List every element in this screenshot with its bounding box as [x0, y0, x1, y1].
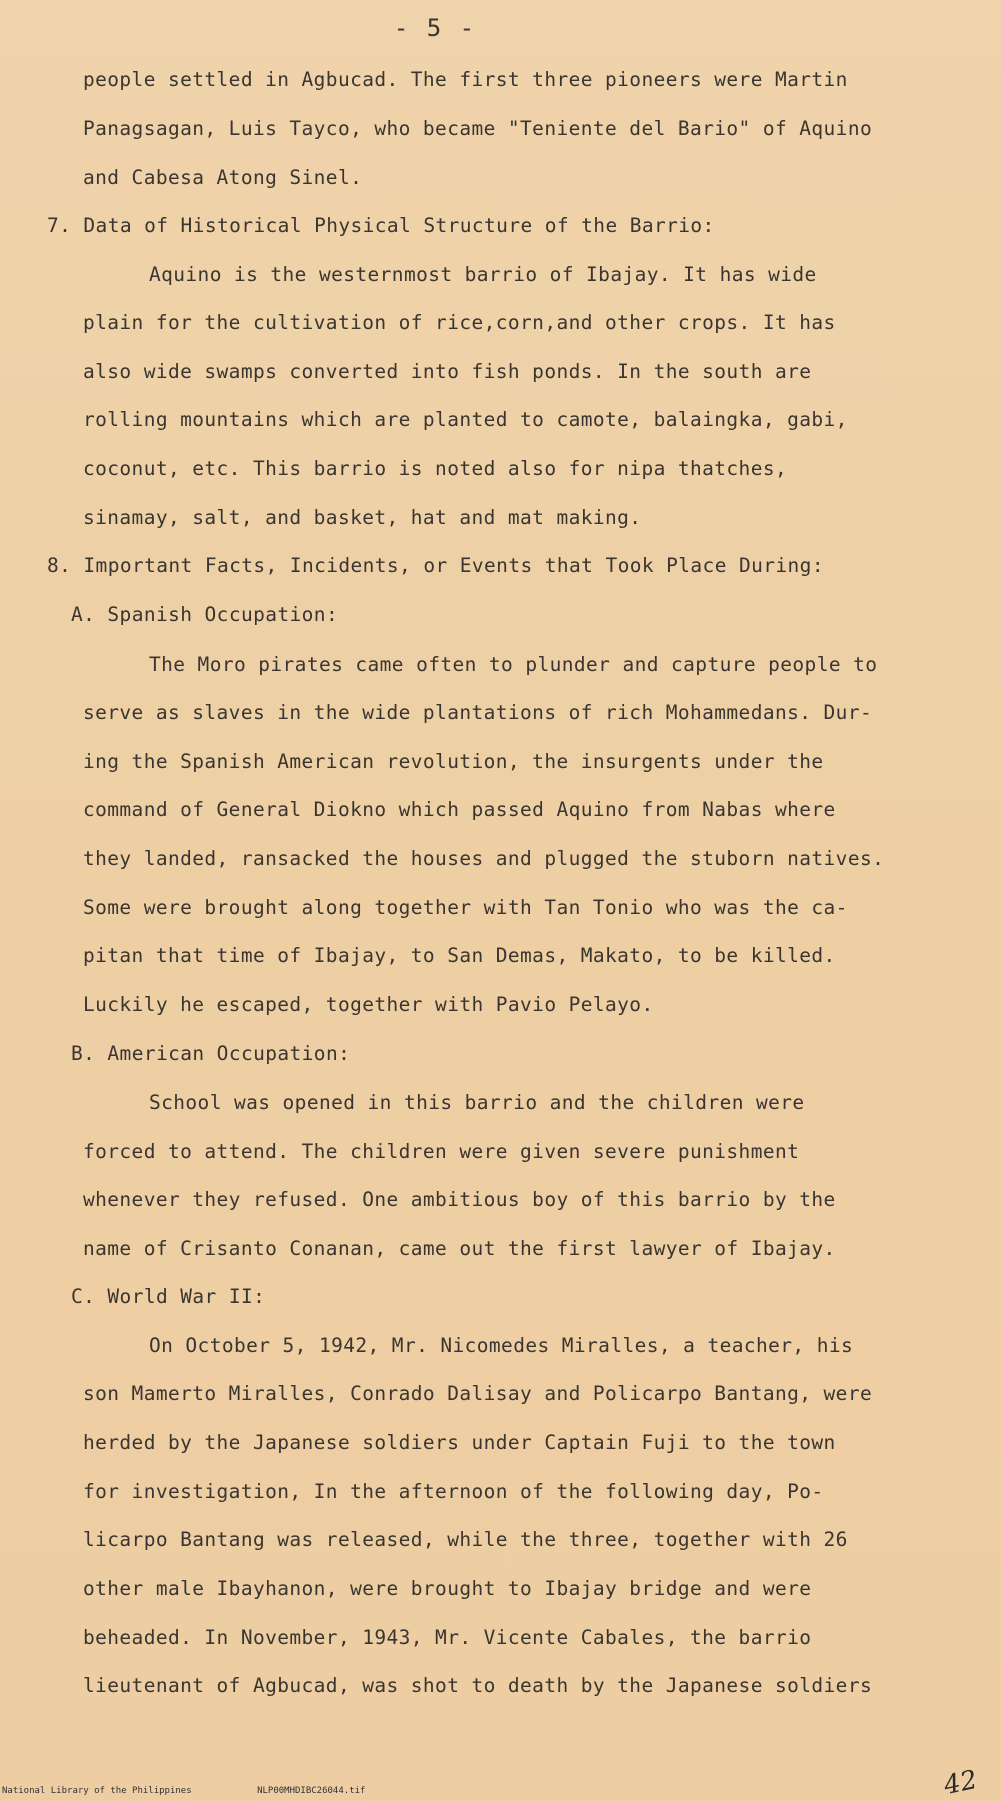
text-line: people settled in Agbucad. The first three pioneers were Martin: [83, 68, 848, 91]
text-line: forced to attend. The children were given severe punishment: [83, 1140, 800, 1163]
text-line: other male Ibayhanon, were brought to Ibajay bridge and were: [83, 1577, 812, 1600]
text-line: Some were brought along together with Tan Tonio who was the ca-: [83, 896, 848, 919]
text-line: The Moro pirates came often to plunder and capture people to: [149, 653, 878, 676]
page-number: - 5 -: [393, 14, 477, 42]
text-line: coconut, etc. This barrio is noted also for nipa thatches,: [83, 457, 788, 480]
text-line: Luckily he escaped, together with Pavio Pelayo.: [83, 993, 654, 1016]
text-line: rolling mountains which are planted to camote, balaingka, gabi,: [83, 408, 848, 431]
text-line: ing the Spanish American revolution, the insurgents under the: [83, 750, 824, 773]
subsection-heading: A. Spanish Occupation:: [71, 603, 339, 626]
text-line: herded by the Japanese soldiers under Captain Fuji to the town: [83, 1431, 836, 1454]
section-heading: 8. Important Facts, Incidents, or Events that Took Place During:: [47, 554, 824, 577]
text-line: they landed, ransacked the houses and plugged the stuborn natives.: [83, 847, 885, 870]
text-line: beheaded. In November, 1943, Mr. Vicente Cabales, the barrio: [83, 1626, 812, 1649]
handwritten-page-mark: 42: [941, 1764, 980, 1801]
text-line: pitan that time of Ibajay, to San Demas, Makato, to be killed.: [83, 944, 836, 967]
text-line: sinamay, salt, and basket, hat and mat making.: [83, 506, 642, 529]
text-line: serve as slaves in the wide plantations of rich Mohammedans. Dur-: [83, 701, 873, 724]
section-heading: 7. Data of Historical Physical Structure of the Barrio:: [47, 214, 715, 237]
text-line: whenever they refused. One ambitious boy of this barrio by the: [83, 1188, 836, 1211]
footer-library: National Library of the Philippines: [2, 1786, 192, 1796]
text-line: and Cabesa Atong Sinel.: [83, 166, 363, 189]
text-line: name of Crisanto Conanan, came out the first lawyer of Ibajay.: [83, 1237, 836, 1260]
scan-footer: [2, 1786, 425, 1796]
text-line: for investigation, In the afternoon of the following day, Po-: [83, 1480, 824, 1503]
text-line: licarpo Bantang was released, while the three, together with 26: [83, 1528, 848, 1551]
text-line: Aquino is the westernmost barrio of Ibajay. It has wide: [149, 263, 817, 286]
text-line: also wide swamps converted into fish ponds. In the south are: [83, 360, 812, 383]
text-line: School was opened in this barrio and the children were: [149, 1091, 805, 1114]
text-line: plain for the cultivation of rice,corn,and other crops. It has: [83, 311, 836, 334]
subsection-heading: B. American Occupation:: [71, 1042, 351, 1065]
text-line: son Mamerto Miralles, Conrado Dalisay and Policarpo Bantang, were: [83, 1382, 873, 1405]
text-line: command of General Diokno which passed Aquino from Nabas where: [83, 798, 836, 821]
text-line: lieutenant of Agbucad, was shot to death by the Japanese soldiers: [83, 1674, 873, 1697]
subsection-heading: C. World War II:: [71, 1285, 266, 1308]
text-line: Panagsagan, Luis Tayco, who became "Teniente del Bario" of Aquino: [83, 117, 873, 140]
text-line: On October 5, 1942, Mr. Nicomedes Miralles, a teacher, his: [149, 1334, 854, 1357]
footer-file: NLP00MHDIBC26044.tif: [257, 1786, 366, 1796]
